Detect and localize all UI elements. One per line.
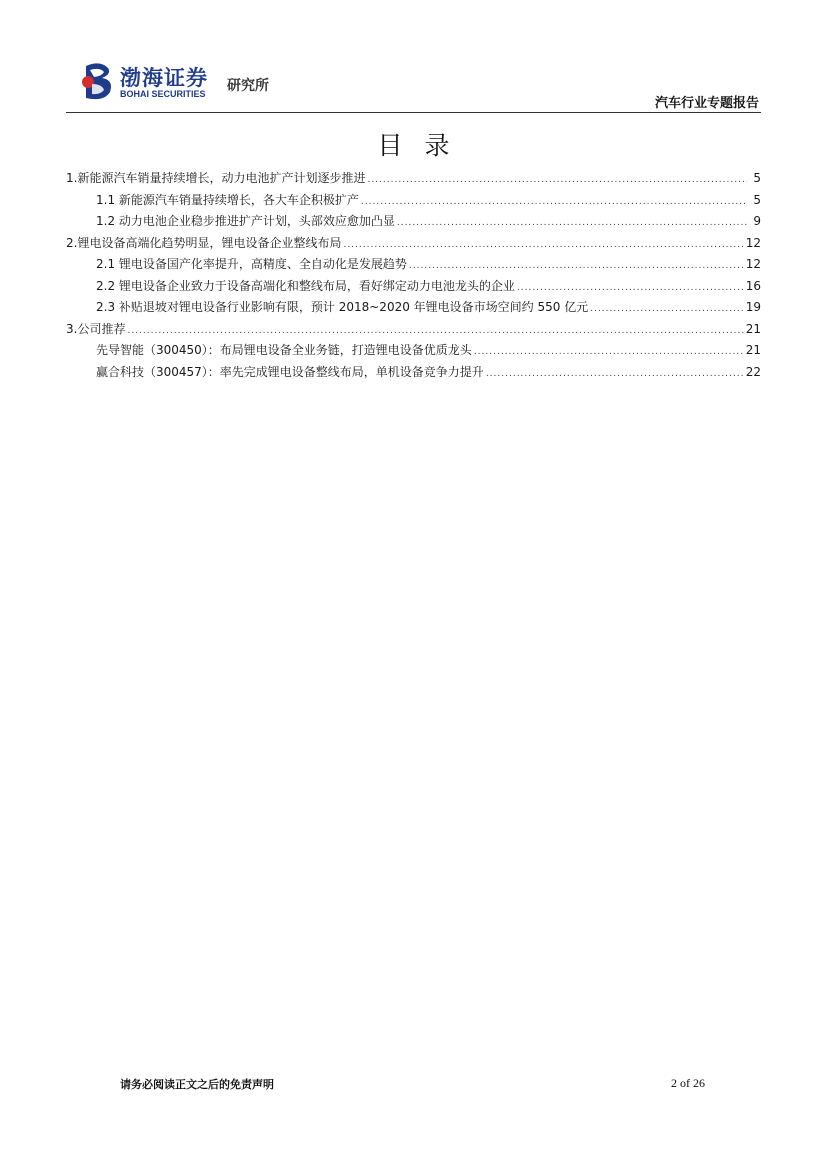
toc-entry[interactable] [66,297,761,319]
toc-leader-dots [409,256,744,278]
toc-entry[interactable] [66,254,761,276]
footer-page-indicator: 2 of 26 [671,1076,705,1090]
toc-leader-dots [486,364,744,386]
toc-entry-page: 12 [745,257,761,271]
toc-leader-dots [367,170,747,192]
bohai-logo-icon [80,62,116,102]
footer-disclaimer: 请务必阅读正文之后的免责声明 [120,1078,274,1091]
logo-chinese-name: 渤海证券 [120,65,208,90]
toc-leader-dots [590,299,744,321]
toc-entry-page: 5 [753,171,761,185]
company-logo [80,62,300,106]
toc-entry-page: 22 [745,364,761,379]
toc-entry-label: 1.2 动力电池企业稳步推进扩产计划，头部效应愈加凸显 [96,214,395,228]
toc-entry[interactable] [66,276,761,298]
toc-entry-page: 16 [745,278,761,293]
toc-title: 目录 [377,131,472,160]
toc-entry[interactable] [66,362,761,384]
toc-leader-dots [474,342,744,364]
toc-leader-dots [343,235,743,257]
toc-entry-label: 2.3 补贴退坡对锂电设备行业影响有限，预计 2018~2020 年锂电设备市场空间约 550 亿元 [96,300,589,314]
toc-leader-dots [397,213,747,235]
toc-entry-page: 21 [745,343,761,357]
table-of-contents [66,168,761,383]
toc-leader-dots [517,278,744,300]
toc-entry-label: 赢合科技（300457）：率先完成锂电设备整线布局，单机设备竞争力提升 [96,364,484,379]
toc-entry-page: 19 [745,300,761,314]
toc-leader-dots [127,321,743,343]
report-type: 汽车行业专题报告 [654,96,759,111]
toc-entry[interactable] [66,340,761,362]
toc-entry-label: 3.公司推荐 [66,321,126,336]
toc-entry-page: 21 [745,321,761,336]
toc-entry[interactable] [66,168,761,190]
toc-entry-label: 2.2 锂电设备企业致力于设备高端化和整线布局，看好绑定动力电池龙头的企业 [96,278,515,293]
toc-entry[interactable] [66,211,761,233]
toc-entry-page: 12 [745,235,761,250]
toc-entry-label: 2.1 锂电设备国产化率提升，高精度、全自动化是发展趋势 [96,257,407,271]
toc-entry-label: 1.1 新能源汽车销量持续增长，各大车企积极扩产 [96,192,359,207]
header-divider [66,112,761,113]
logo-english-name: BOHAI SECURITIES [120,89,206,99]
toc-entry[interactable] [66,190,761,212]
toc-entry-label: 1.新能源汽车销量持续增长，动力电池扩产计划逐步推进 [66,171,366,185]
logo-institute-label: 研究所 [227,78,269,94]
toc-leader-dots [361,192,747,214]
toc-entry-label: 先导智能（300450）：布局锂电设备全业务链，打造锂电设备优质龙头 [96,343,472,357]
toc-entry-page: 9 [753,214,761,228]
toc-entry-label: 2.锂电设备高端化趋势明显，锂电设备企业整线布局 [66,235,342,250]
toc-entry-page: 5 [753,192,761,207]
toc-entry[interactable] [66,319,761,341]
toc-entry[interactable] [66,233,761,255]
